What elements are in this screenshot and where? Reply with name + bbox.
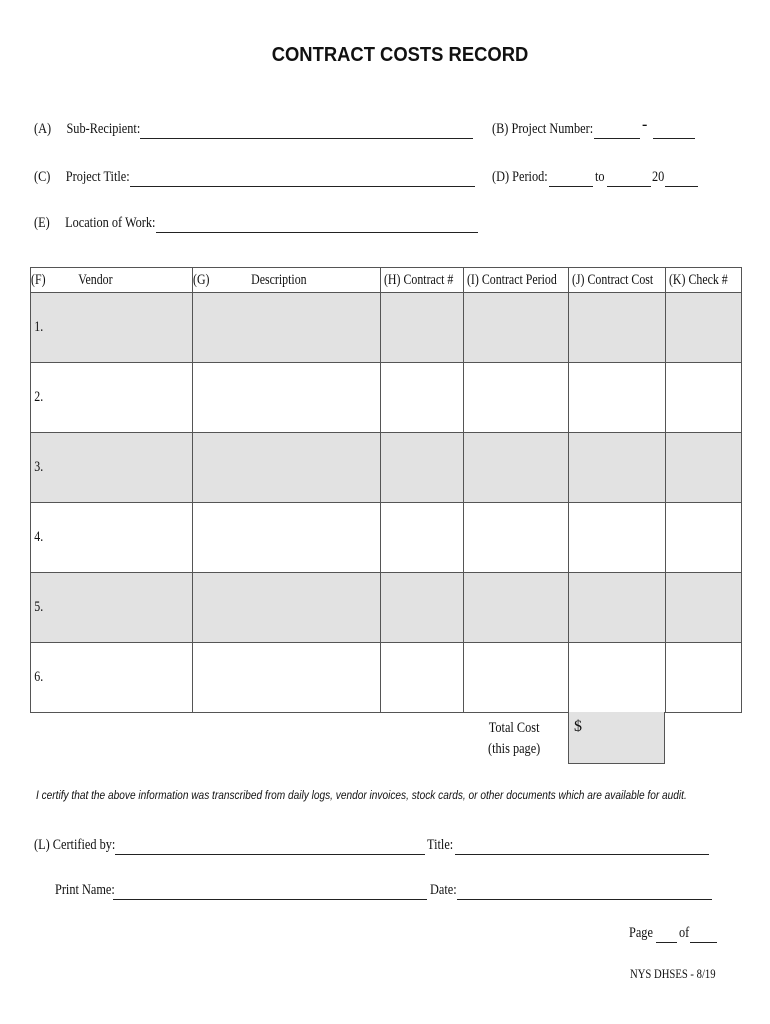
description-cell[interactable] — [193, 293, 381, 363]
description-cell[interactable] — [193, 433, 381, 503]
sub-recipient-field[interactable] — [140, 138, 473, 139]
vendor-cell[interactable]: 4. — [31, 503, 193, 573]
contract-number-cell[interactable] — [381, 363, 464, 433]
contract-number-cell[interactable] — [381, 433, 464, 503]
period-end-field[interactable] — [607, 186, 651, 187]
period-year-prefix: 20 — [652, 169, 665, 185]
page-total-field[interactable] — [690, 942, 717, 943]
project-number-field-1[interactable] — [594, 138, 640, 139]
contract-cost-cell[interactable] — [569, 503, 666, 573]
contract-number-cell[interactable] — [381, 643, 464, 713]
header-contract-number: (H) Contract # — [381, 268, 464, 293]
title-label: Title: — [427, 837, 454, 853]
vendor-cell[interactable]: 6. — [31, 643, 193, 713]
project-title-label: (C) Project Title: — [34, 169, 130, 185]
check-number-cell[interactable] — [666, 643, 742, 713]
description-cell[interactable] — [193, 573, 381, 643]
certified-by-label: (L) Certified by: — [34, 837, 116, 853]
period-start-field[interactable] — [549, 186, 593, 187]
page-of-label: of — [679, 925, 690, 941]
header-vendor: (F) Vendor — [31, 268, 193, 293]
contract-number-cell[interactable] — [381, 503, 464, 573]
project-title-field[interactable] — [130, 186, 475, 187]
period-label: (D) Period: — [492, 169, 548, 185]
date-label: Date: — [430, 882, 457, 898]
check-number-cell[interactable] — [666, 503, 742, 573]
table-row — [31, 503, 742, 573]
contract-cost-cell[interactable] — [569, 643, 666, 713]
project-number-field-2[interactable] — [653, 138, 695, 139]
currency-symbol: $ — [574, 718, 582, 735]
certification-statement: I certify that the above information was transcribed from daily logs, vendor invoices, stock cards, or other documents which are available for audit. — [36, 790, 687, 802]
location-field[interactable] — [156, 232, 478, 233]
print-name-label: Print Name: — [55, 882, 115, 898]
contract-number-cell[interactable] — [381, 293, 464, 363]
title-field[interactable] — [455, 854, 709, 855]
header-contract-cost: (J) Contract Cost — [569, 268, 666, 293]
table-row — [31, 643, 742, 713]
table-row — [31, 573, 742, 643]
total-cost-field[interactable] — [568, 712, 665, 764]
sub-recipient-label: (A) Sub-Recipient: — [34, 121, 141, 137]
form-id: NYS DHSES - 8/19 — [630, 966, 716, 981]
page-number-field[interactable] — [656, 942, 677, 943]
print-name-field[interactable] — [113, 899, 427, 900]
contract-cost-cell[interactable] — [569, 433, 666, 503]
contract-period-cell[interactable] — [464, 363, 569, 433]
check-number-cell[interactable] — [666, 573, 742, 643]
page-label: Page — [629, 925, 653, 941]
vendor-cell[interactable]: 3. — [31, 433, 193, 503]
contract-period-cell[interactable] — [464, 503, 569, 573]
project-number-separator: - — [642, 116, 648, 133]
table-header-row — [31, 268, 742, 293]
table-row — [31, 363, 742, 433]
period-to-label: to — [595, 169, 605, 185]
table-row — [31, 433, 742, 503]
contract-costs-table — [30, 267, 742, 713]
description-cell[interactable] — [193, 363, 381, 433]
page-title: CONTRACT COSTS RECORD — [271, 44, 529, 66]
contract-period-cell[interactable] — [464, 433, 569, 503]
description-cell[interactable] — [193, 503, 381, 573]
check-number-cell[interactable] — [666, 433, 742, 503]
check-number-cell[interactable] — [666, 363, 742, 433]
table-row — [31, 293, 742, 363]
period-year-field[interactable] — [665, 186, 698, 187]
certified-by-field[interactable] — [115, 854, 425, 855]
header-description: (G) Description — [193, 268, 381, 293]
header-check-number: (K) Check # — [666, 268, 742, 293]
total-cost-label: Total Cost (this page) — [488, 720, 541, 757]
vendor-cell[interactable]: 5. — [31, 573, 193, 643]
vendor-cell[interactable]: 1. — [31, 293, 193, 363]
contract-cost-cell[interactable] — [569, 293, 666, 363]
contract-cost-cell[interactable] — [569, 363, 666, 433]
check-number-cell[interactable] — [666, 293, 742, 363]
contract-number-cell[interactable] — [381, 573, 464, 643]
contract-period-cell[interactable] — [464, 643, 569, 713]
project-number-label: (B) Project Number: — [492, 121, 594, 137]
header-contract-period: (I) Contract Period — [464, 268, 569, 293]
contract-period-cell[interactable] — [464, 573, 569, 643]
date-field[interactable] — [457, 899, 712, 900]
vendor-cell[interactable]: 2. — [31, 363, 193, 433]
contract-period-cell[interactable] — [464, 293, 569, 363]
contract-cost-cell[interactable] — [569, 573, 666, 643]
location-label: (E) Location of Work: — [34, 215, 156, 231]
description-cell[interactable] — [193, 643, 381, 713]
